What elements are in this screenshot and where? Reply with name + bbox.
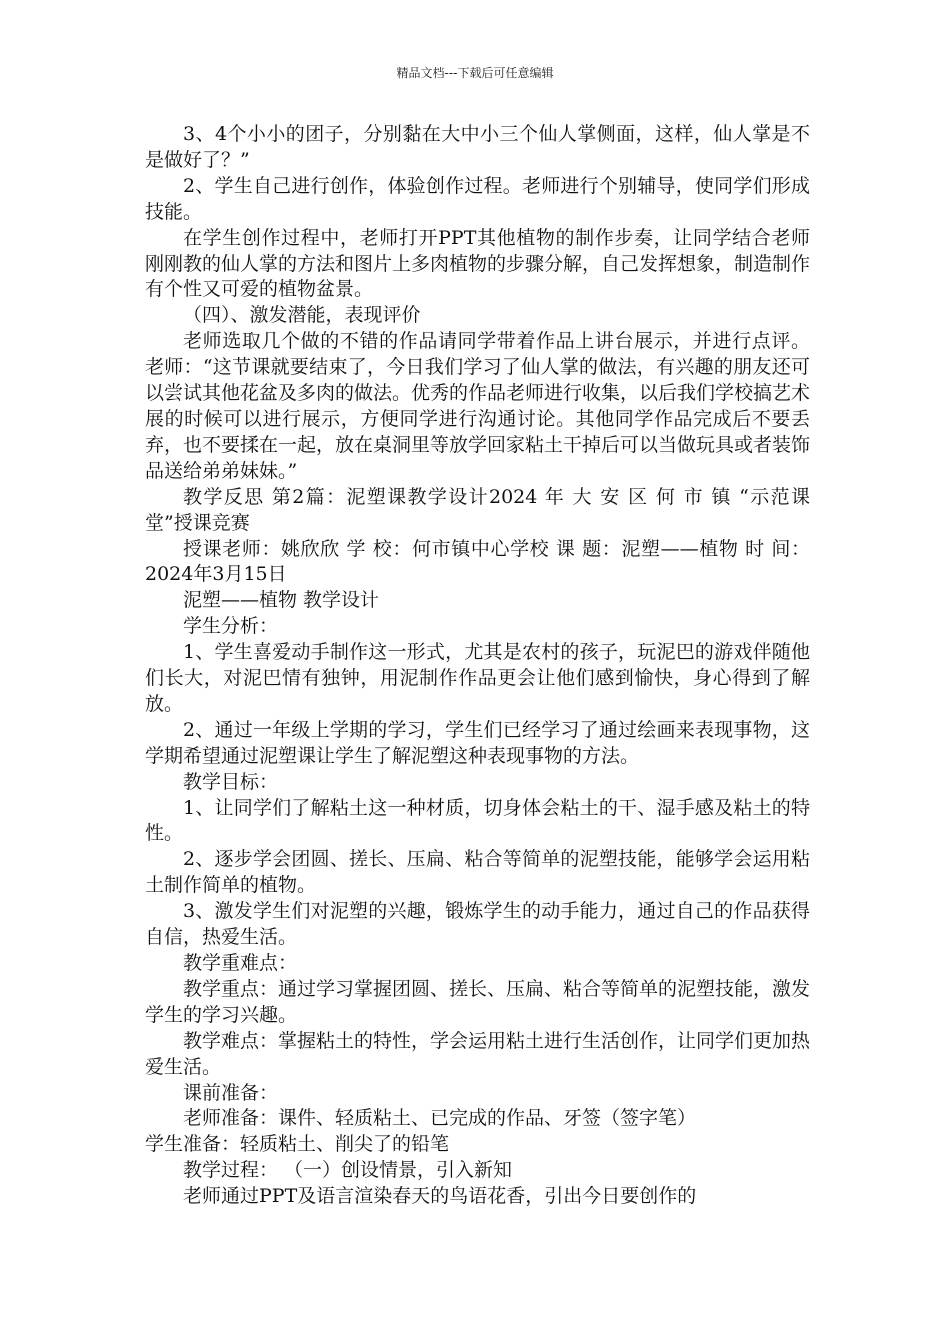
section-heading: 泥塑——植物 教学设计 bbox=[183, 589, 380, 612]
paragraph: 3、激发学生们对泥塑的兴趣，锻炼学生的动手能力，通过自己的作品获得自信，热爱生活。 bbox=[145, 900, 810, 949]
paragraph: 老师准备：课件、轻质粘土、已完成的作品、牙签（签字笔） bbox=[183, 1107, 697, 1130]
section-heading: 教学过程： （一）创设情景，引入新知 bbox=[183, 1159, 513, 1182]
paragraph: 教学难点：掌握粘土的特性，学会运用粘土进行生活创作，让同学们更加热爱生活。 bbox=[145, 1029, 811, 1078]
paragraph: 老师选取几个做的不错的作品请同学带着作品上讲台展示，并进行点评。 老师：“这节课就要结束了，今日我们学习了仙人掌的做法，有兴趣的朋友还可以尝试其他花盆及多肉的做法。优秀的作品老师进行收集，以后我们学校搞艺术展的时候可以进行展示，方便同学进行沟通讨论。其他同学作品完成后不要丢弃，也不要揉在一起，放在桌洞里等放学回家粘土干掉后可以当做玩具或者装饰品送给弟弟妹妹。” bbox=[145, 330, 811, 482]
paragraph: 在学生创作过程中，老师打开PPT其他植物的制作步奏，让同学结合老师刚刚教的仙人掌的方法和图片上多肉植物的步骤分解，自己发挥想象，制造制作有个性又可爱的植物盆景。 bbox=[145, 226, 811, 301]
section-heading: （四）、激发潜能，表现评价 bbox=[183, 304, 421, 327]
paragraph: 2、通过一年级上学期的学习，学生们已经学习了通过绘画来表现事物，这学期希望通过泥塑课让学生了解泥塑这种表现事物的方法。 bbox=[145, 718, 810, 767]
paragraph: 教学反思 第2篇：泥塑课教学设计2024 年 大 安 区 何 市 镇 “示范课堂”授课竞赛 bbox=[145, 485, 810, 534]
paragraph: 2、逐步学会团圆、搓长、压扁、粘合等简单的泥塑技能，能够学会运用粘土制作简单的植物。 bbox=[145, 848, 810, 897]
paragraph: 3、4个小小的团子，分别黏在大中小三个仙人掌侧面，这样，仙人掌是不是做好了？” bbox=[145, 123, 810, 171]
section-heading: 学生分析： bbox=[183, 615, 279, 638]
document-body bbox=[145, 122, 810, 1210]
paragraph: 授课老师：姚欣欣 学 校：何市镇中心学校 课 题：泥塑——植物 时 间：2024年3月15日 bbox=[145, 537, 810, 586]
paragraph: 2、学生自己进行创作，体验创作过程。老师进行个别辅导，使同学们形成技能。 bbox=[145, 174, 810, 223]
paragraph: 1、学生喜爱动手制作这一形式，尤其是农村的孩子，玩泥巴的游戏伴随他们长大，对泥巴情有独钟，用泥制作作品更会让他们感到愉快，身心得到了解放。 bbox=[145, 641, 810, 715]
paragraph: 教学重点：通过学习掌握团圆、搓长、压扁、粘合等简单的泥塑技能，激发学生的学习兴趣。 bbox=[145, 977, 811, 1026]
paragraph: 老师通过PPT及语言渲染春天的鸟语花香，引出今日要创作的 bbox=[183, 1185, 697, 1208]
paragraph: 学生准备：轻质粘土、削尖了的铅笔 bbox=[145, 1133, 450, 1156]
page-header: 精品文档---下载后可任意编辑 bbox=[396, 66, 554, 80]
paragraph: 1、让同学们了解粘土这一种材质，切身体会粘土的干、湿手感及粘土的特性。 bbox=[145, 796, 810, 845]
section-heading: 课前准备： bbox=[183, 1081, 279, 1104]
section-heading: 教学重难点： bbox=[183, 952, 298, 974]
section-heading: 教学目标： bbox=[183, 770, 279, 793]
